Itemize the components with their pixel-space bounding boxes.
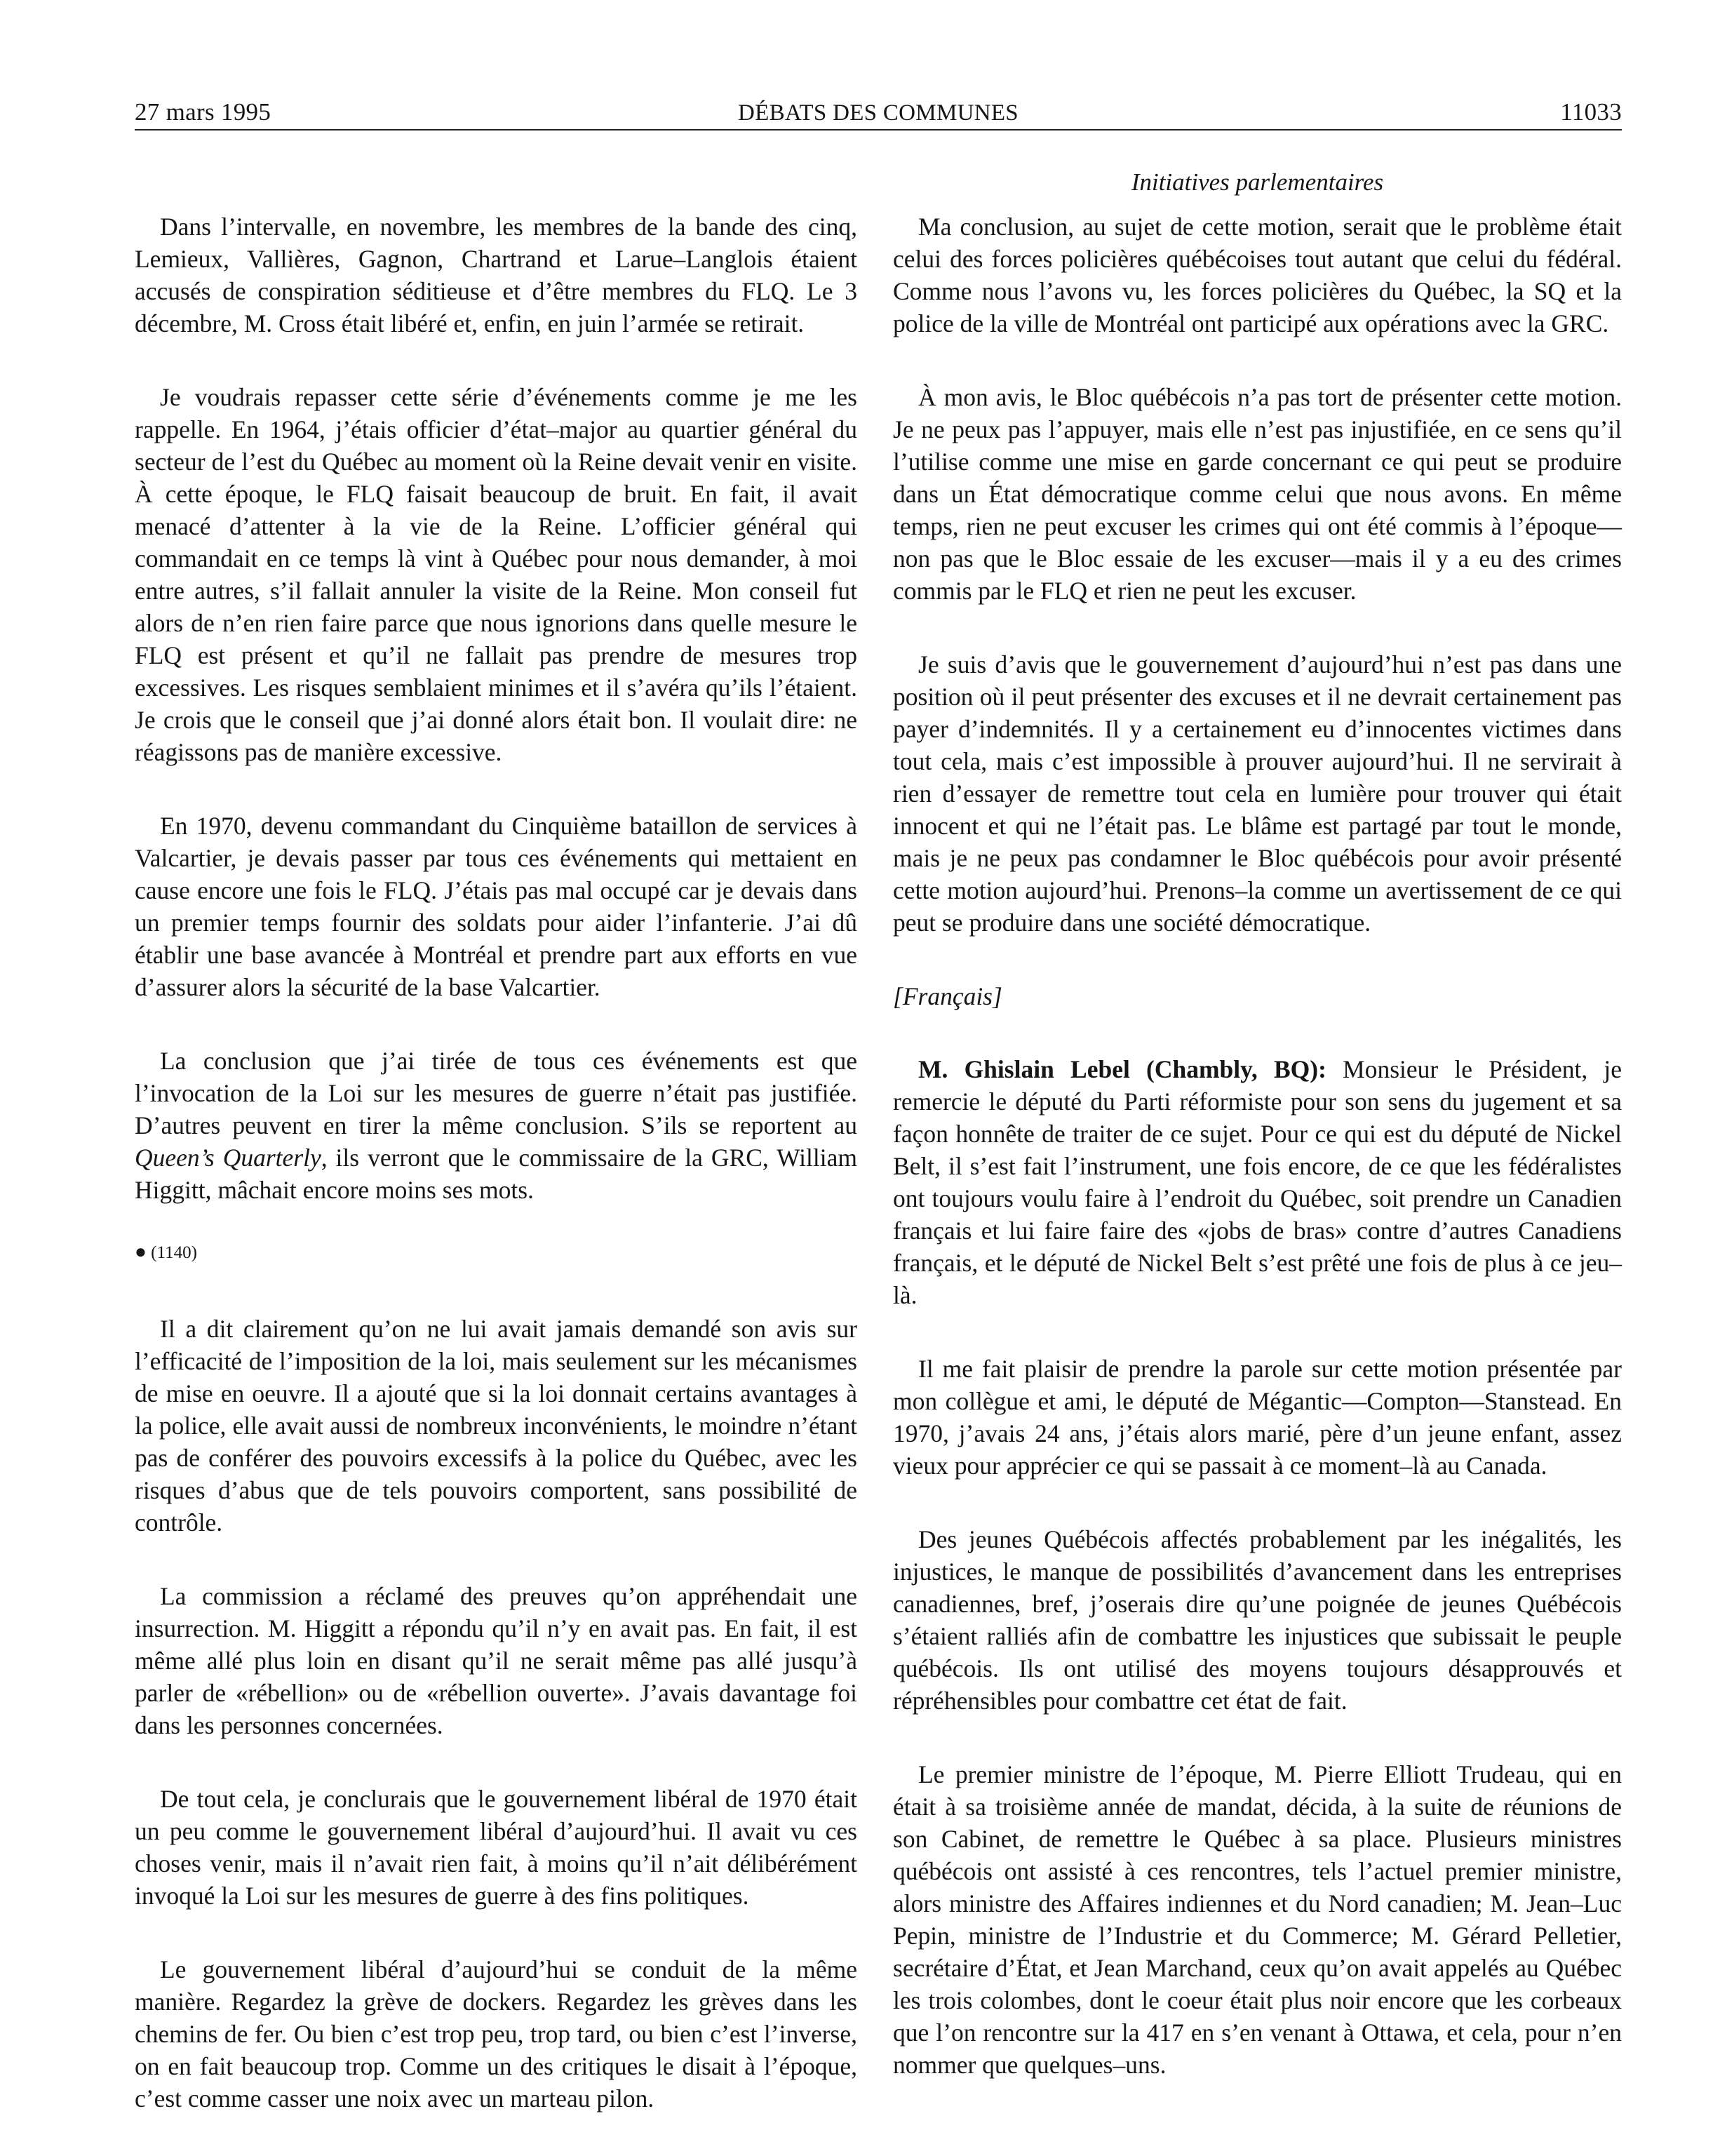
paragraph: Je suis d’avis que le gouvernement d’aujourd’hui n’est pas dans une position où il peut présenter des excuses et il ne devrait certainement pas payer d’indemnités. Il y a certainement eu d’innocentes victimes dans tout cela, mais c’est impossible à prouver aujourd’hui. Il ne servirait à rien d’essayer de remettre tout cela en lumière pour trouver qui était innocent et qui ne l’était pas. Le blâme est partagé par tout le monde, mais je ne peux pas condamner le Bloc québécois pour avoir présenté cette motion aujourd’hui. Prenons–la comme un avertissement de ce qui peut se produire dans une société démocratique. (893, 650, 1622, 937)
publication-title: Queen’s Quarterly (135, 1144, 321, 1172)
paragraph: La commission a réclamé des preuves qu’on appréhendait une insurrection. M. Higgitt a répondu qu’il n’y en avait pas. En fait, il est même allé plus loin en disant qu’il ne serait même pas allé jusqu’à parler de «rébellion» ou de «rébellion ouverte». J’avais davantage foi dans les personnes concernées. (135, 1582, 857, 1739)
paragraph: Ma conclusion, au sujet de cette motion, serait que le problème était celui des forces policières québécoises tout autant que celui du fédéral. Comme nous l’avons vu, les forces policières du Québec, la SQ et la police de la ville de Montréal ont participé aux opérations avec la GRC. (893, 213, 1622, 337)
header-title: DÉBATS DES COMMUNES (738, 100, 1019, 126)
paragraph-text: , ils verront que le commissaire de la GRC, William Higgitt, mâchait encore moins ses mots. (135, 1144, 857, 1204)
paragraph: Il a dit clairement qu’on ne lui avait jamais demandé son avis sur l’efficacité de l’imposition de la loi, mais seulement sur les mécanismes de mise en oeuvre. Il a ajouté que si la loi donnait certains avantages à la police, elle avait aussi de nombreux inconvénients, le moindre n’étant pas de conférer des pouvoirs excessifs à la police du Québec, avec les risques d’abus que de tels pouvoirs comportent, sans possibilité de contrôle. (135, 1315, 857, 1536)
header-rule (135, 129, 1622, 130)
header-date: 27 mars 1995 (135, 98, 271, 126)
paragraph: Le premier ministre de l’époque, M. Pierre Elliott Trudeau, qui en était à sa troisième année de mandat, décida, à la suite de réunions de son Cabinet, de remettre le Québec à sa place. Plusieurs ministres québécois ont assisté à ces rencontres, tels l’actuel premier ministre, alors ministre des Affaires indiennes et du Nord canadien; M. Jean–Luc Pepin, ministre de l’Industrie et du Commerce; M. Gérard Pelletier, secrétaire d’État, et Jean Marchand, ceux qu’on avait appelés au Québec les trois colombes, dont le coeur était plus noir encore que les corbeaux que l’on rencontre sur la 417 en s’en venant à Ottawa, et cela, pour n’en nommer que quelques–uns. (893, 1760, 1622, 2079)
paragraph: En 1970, devenu commandant du Cinquième bataillon de services à Valcartier, je devais passer par tous ces événements qui mettaient en cause encore une fois le FLQ. J’étais pas mal occupé car je devais dans un premier temps fournir des soldats pour aider l’infanterie. J’ai dû établir une base avancée à Montréal et prendre part aux efforts en vue d’assurer alors la sécurité de la base Valcartier. (135, 812, 857, 1001)
paragraph-text: Monsieur le Président, je remercie le député du Parti réformiste pour son sens du jugement et sa façon honnête de traiter de ce sujet. Pour ce qui est du député de Nickel Belt, il s’est fait l’instrument, une fois encore, de ce que les fédéralistes ont toujours voulu faire à l’endroit du Québec, soit prendre un Canadien français et lui faire faire des «jobs de bras» contre d’autres Canadiens français, et le député de Nickel Belt s’est prêté une fois de plus à ce jeu–là. (893, 1055, 1622, 1309)
paragraph: Je voudrais repasser cette série d’événements comme je me les rappelle. En 1964, j’étais officier d’état–major au quartier général du secteur de l’est du Québec au moment où la Reine devait venir en visite. À cette époque, le FLQ faisait beaucoup de bruit. En fait, il avait menacé d’attenter à la vie de la Reine. L’officier général qui commandait en ce temps là vint à Québec pour nous demander, à moi entre autres, s’il fallait annuler la visite de la Reine. Mon conseil fut alors de n’en rien faire parce que nous ignorions dans quelle mesure le FLQ est présent et qu’il ne fallait pas prendre de mesures trop excessives. Les risques semblaient minimes et il s’avéra qu’ils l’étaient. Je crois que le conseil que j’ai donné alors était bon. Il voulait dire: ne réagissons pas de manière excessive. (135, 383, 857, 766)
language-marker: [Français] (893, 982, 1002, 1010)
paragraph: De tout cela, je conclurais que le gouvernement libéral de 1970 était un peu comme le gouvernement libéral d’aujourd’hui. Il avait vu ces choses venir, mais il n’avait rien fait, à moins qu’il n’ait délibérément invoqué la Loi sur les mesures de guerre à des fins politiques. (135, 1785, 857, 1910)
paragraph-text: La conclusion que j’ai tirée de tous ces événements est que l’invocation de la Loi sur les mesures de guerre n’était pas justifiée. D’autres peuvent en tirer la même conclusion. S’ils se reportent au (135, 1047, 857, 1139)
left-column (135, 210, 857, 2156)
right-column (893, 210, 1622, 2122)
speaker-name: M. Ghislain Lebel (Chambly, BQ): (918, 1055, 1326, 1083)
paragraph: Le gouvernement libéral d’aujourd’hui se conduit de la même manière. Regardez la grève de dockers. Regardez les grèves dans les chemins de fer. Ou bien c’est trop peu, trop tard, ou bien c’est l’inverse, on en fait beaucoup trop. Comme un des critiques le disait à l’époque, c’est comme casser une noix avec un marteau pilon. (135, 1955, 857, 2113)
paragraph: Dans l’intervalle, en novembre, les membres de la bande des cinq, Lemieux, Vallières, Gagnon, Chartrand et Larue–Langlois étaient accusés de conspiration séditieuse et d’être membres du FLQ. Le 3 décembre, M. Cross était libéré et, enfin, en juin l’armée se retirait. (135, 213, 857, 337)
section-heading: Initiatives parlementaires (1131, 168, 1384, 196)
header-page-number: 11033 (1560, 98, 1622, 126)
time-marker-text: (1140) (151, 1243, 197, 1262)
paragraph (893, 1053, 1622, 1311)
paragraph: Il me fait plaisir de prendre la parole sur cette motion présentée par mon collègue et ami, le député de Mégantic—Compton—Stanstead. En 1970, j’avais 24 ans, j’étais alors marié, père d’un jeune enfant, assez vieux pour apprécier ce qui se passait à ce moment–là au Canada. (893, 1355, 1622, 1480)
time-marker (135, 1242, 857, 1264)
paragraph: Des jeunes Québécois affectés probablement par les inégalités, les injustices, le manque de possibilités d’avancement dans les entreprises canadiennes, bref, j’oserais dire qu’une poignée de jeunes Québécois s’étaient ralliés afin de combattre les injustices que subissait le peuple québécois. Ils ont utilisé des moyens toujours désapprouvés et répréhensibles pour combattre cet état de fait. (893, 1525, 1622, 1715)
paragraph: À mon avis, le Bloc québécois n’a pas tort de présenter cette motion. Je ne peux pas l’appuyer, mais elle n’est pas injustifiée, en ce sens qu’il l’utilise comme une mise en garde concernant ce qui peut se produire dans un État démocratique comme celui que nous avons. En même temps, rien ne peut excuser les crimes qui ont été commis à l’époque—non pas que le Bloc essaie de les excuser—mais il y a eu des crimes commis par le FLQ et rien ne peut les excuser. (893, 383, 1622, 605)
page-header (135, 91, 1622, 130)
paragraph (135, 1045, 857, 1206)
bullet-icon: ● (135, 1241, 147, 1263)
